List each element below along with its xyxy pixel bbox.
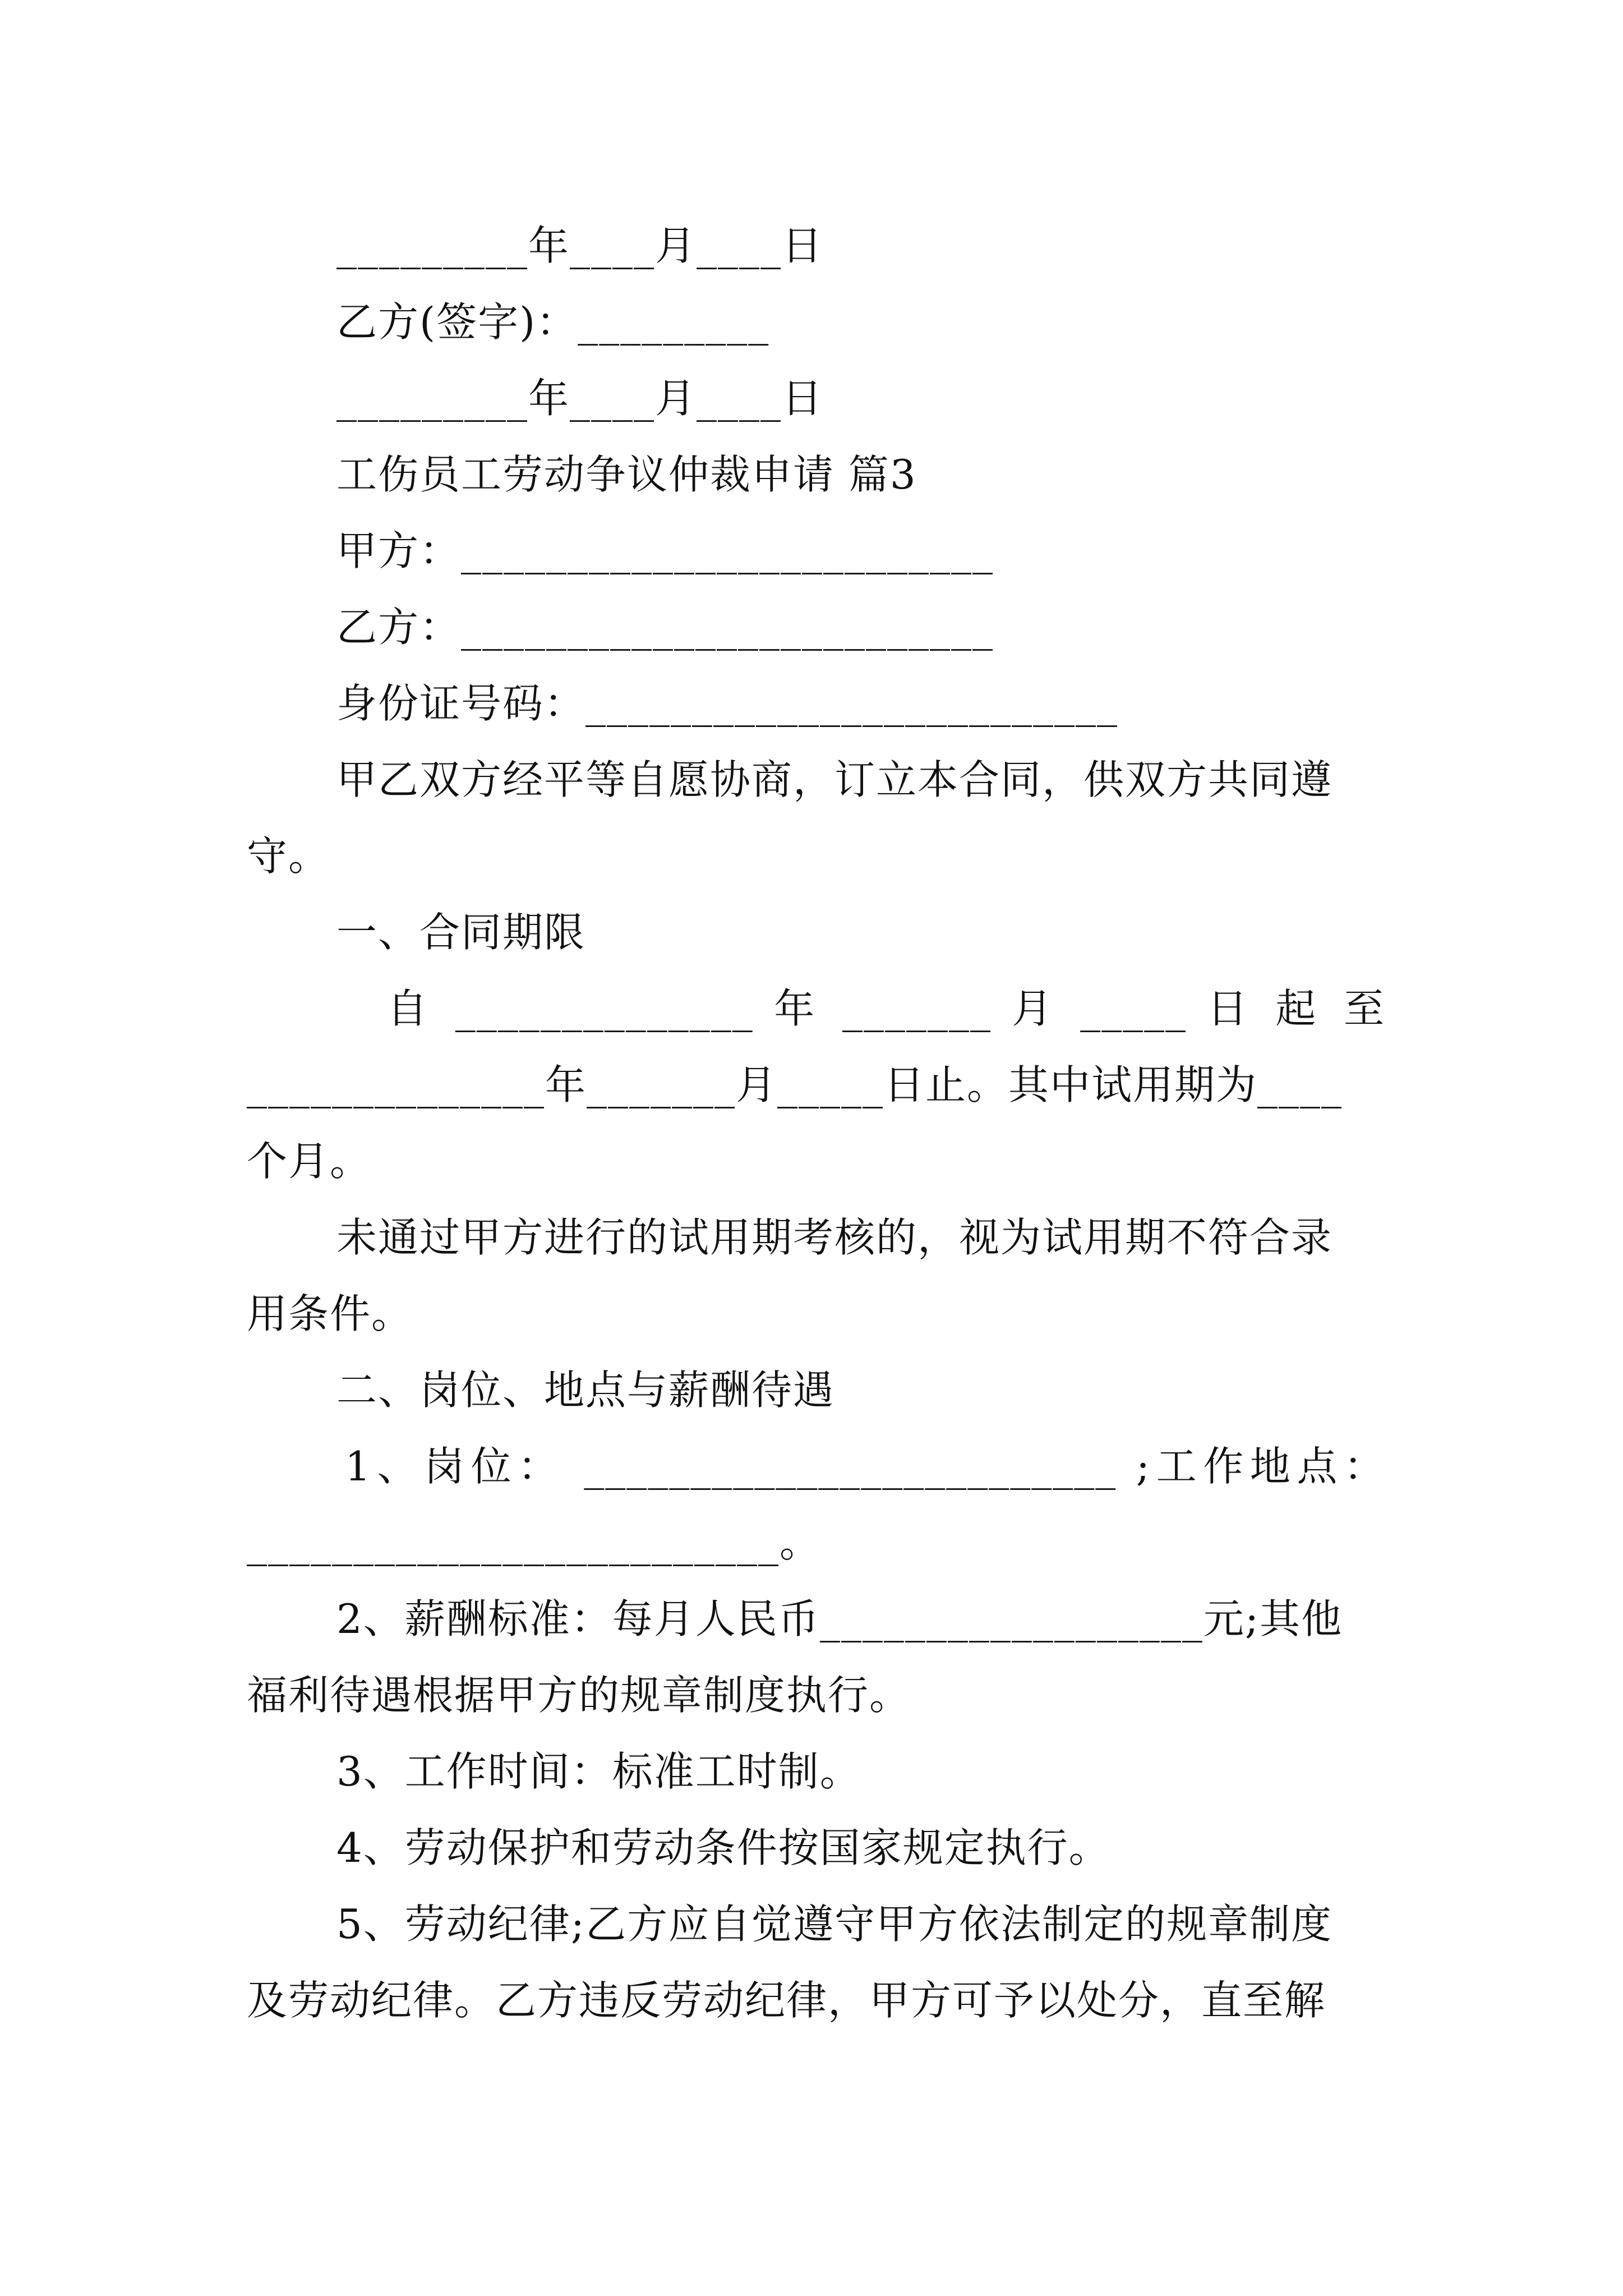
- party-a-line: [336, 513, 1385, 589]
- signature-date-line-1: [336, 208, 1385, 284]
- position-line: [345, 1428, 1385, 1504]
- id-number-line: [336, 665, 1385, 742]
- labor-discipline-line-2: 及劳动纪律。乙方违反劳动纪律，甲方可予以处分，直至解: [247, 1977, 1326, 2024]
- start-month-label: 月: [1012, 985, 1060, 1032]
- party-b-signature-line: [336, 284, 1385, 360]
- salary-suffix: 元;其他: [1203, 1595, 1343, 1642]
- salary-label: 2、薪酬标准：每月人民币: [336, 1595, 820, 1642]
- month-label: 月: [655, 222, 697, 269]
- salary-blank: __________________: [819, 1595, 1204, 1642]
- end-month-label: 月: [736, 1061, 778, 1108]
- working-hours-line: 3、工作时间：标准工时制。: [336, 1748, 861, 1795]
- party-b-signature-label: 乙方(签字)：: [336, 298, 578, 346]
- start-year-label: 年: [774, 985, 822, 1032]
- end-year-label: 年: [545, 1061, 587, 1108]
- start-year-blank: ______________: [455, 985, 754, 1032]
- month-label: 月: [655, 375, 697, 422]
- intro-paragraph-line-2: 守。: [247, 832, 330, 880]
- probation-months-blank: ____: [1257, 1061, 1343, 1108]
- intro-paragraph-line-1: 甲乙双方经平等自愿协商，订立本合同，供双方共同遵: [336, 756, 1333, 803]
- year-label: 年: [528, 222, 570, 269]
- day-label: 日: [782, 222, 824, 269]
- id-number-label: 身份证号码：: [336, 680, 586, 727]
- start-day-label: 日 起 至: [1207, 985, 1385, 1032]
- start-month-blank: _______: [842, 985, 992, 1032]
- signature-date-line-2: [336, 360, 1385, 436]
- workplace-line: [247, 1504, 1385, 1581]
- day-blank: ____: [697, 222, 782, 269]
- party-b-blank: _________________________: [461, 604, 994, 651]
- clause-1-heading: 一、合同期限: [336, 909, 586, 956]
- year-label: 年: [528, 375, 570, 422]
- section-heading: 工伤员工劳动争议仲裁申请 篇3: [336, 451, 917, 498]
- position-label: 1、岗位：: [345, 1443, 565, 1490]
- month-blank: ____: [570, 222, 656, 269]
- contract-period-line-1: [387, 970, 1385, 1047]
- salary-line: [336, 1581, 1385, 1657]
- position-blank: _________________________: [584, 1443, 1117, 1490]
- workplace-label: ;工作地点：: [1136, 1443, 1385, 1490]
- end-month-blank: _______: [587, 1061, 736, 1108]
- start-day-blank: _____: [1080, 985, 1187, 1032]
- workplace-period: 。: [780, 1519, 822, 1566]
- year-blank: _________: [336, 375, 528, 422]
- party-a-blank: _________________________: [461, 527, 994, 574]
- party-a-label: 甲方：: [336, 527, 462, 574]
- party-b-label: 乙方：: [336, 604, 462, 651]
- clause-2-heading: 二、岗位、地点与薪酬待遇: [336, 1366, 835, 1414]
- end-day-blank: _____: [777, 1061, 884, 1108]
- party-b-line: [336, 589, 1385, 665]
- day-label: 日: [782, 375, 824, 422]
- year-blank: _________: [336, 222, 528, 269]
- probation-months-suffix: 个月。: [247, 1138, 372, 1185]
- workplace-blank: _________________________: [247, 1519, 780, 1566]
- day-blank: ____: [697, 375, 782, 422]
- id-number-blank: _________________________: [585, 680, 1119, 727]
- probation-paragraph-line-1: 未通过甲方进行的试用期考核的，视为试用期不符合录: [336, 1214, 1333, 1261]
- labor-protection-line: 4、劳动保护和劳动条件按国家规定执行。: [336, 1824, 1110, 1871]
- from-label: 自: [387, 985, 435, 1032]
- end-year-blank: ______________: [247, 1061, 545, 1108]
- contract-period-line-2: [247, 1047, 1385, 1123]
- benefits-line: 福利待遇根据甲方的规章制度执行。: [247, 1672, 911, 1719]
- end-day-label: 日止。其中试用期为: [884, 1061, 1258, 1108]
- party-b-signature-blank: _________: [578, 298, 770, 346]
- probation-paragraph-line-2: 用条件。: [247, 1290, 413, 1337]
- labor-discipline-line-1: 5、劳动纪律;乙方应自觉遵守甲方依法制定的规章制度: [336, 1901, 1333, 1948]
- month-blank: ____: [570, 375, 656, 422]
